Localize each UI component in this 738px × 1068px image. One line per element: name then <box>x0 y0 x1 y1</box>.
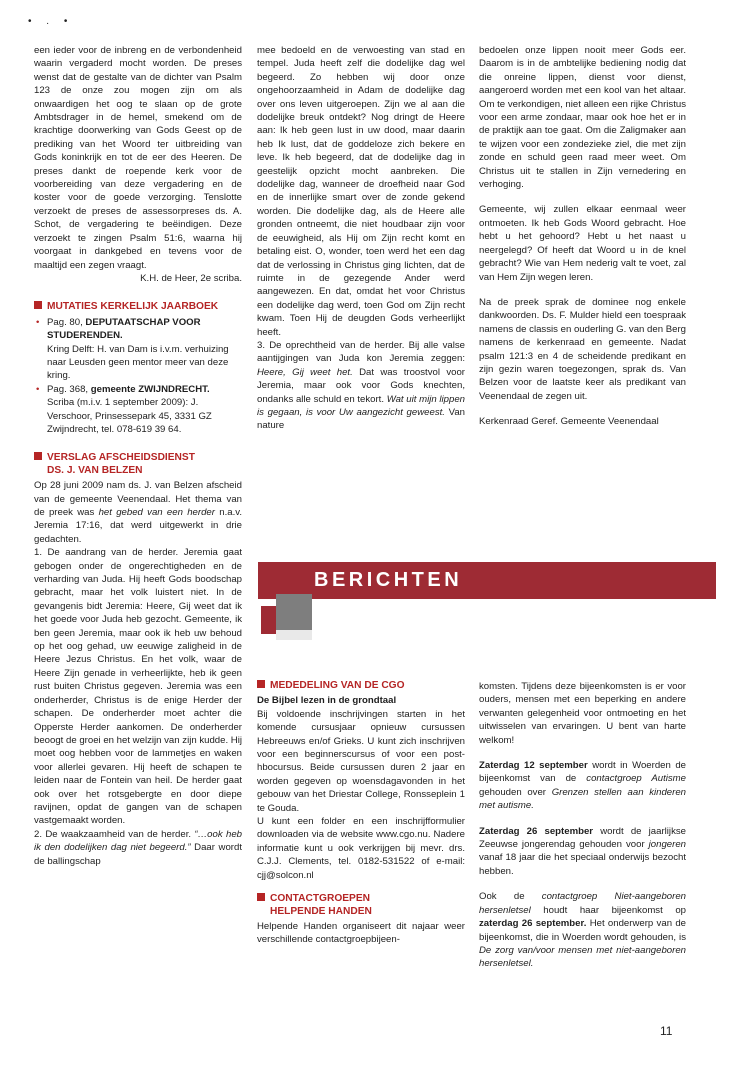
section-marker-icon <box>257 680 265 688</box>
berichten-column-left <box>257 680 465 947</box>
column-right <box>479 44 686 429</box>
mutaties-heading: MUTATIES KERKELIJK JAARBOEK <box>34 301 242 313</box>
column-middle <box>257 44 465 433</box>
council-signature: Kerkenraad Geref. Gemeente Veenendaal <box>479 416 659 428</box>
verslag-heading: VERSLAG AFSCHEIDSDIENST DS. J. VAN BELZEN <box>34 452 242 477</box>
mutaties-list <box>34 316 242 437</box>
section-marker-icon <box>257 893 265 901</box>
section-marker-icon <box>34 301 42 309</box>
meeting-jongeren: Zaterdag 26 september wordt de jaarlijkse Zeeuwse jongerendag gehouden voor jongeren vanaf 18 jaar die het speciaal onderwijs bezocht hebben. <box>479 825 686 877</box>
banner-red-square <box>261 606 276 634</box>
congregation-farewell: Gemeente, wij zullen elkaar eenmaal weer ontmoeten. Ik heb Gods Woord gebracht. Hoe hebt u het gehoord? Hebt u het naast u neergelegd? Of heeft dat Woord u in de knel gebracht? Wie van Hem nederig valt te voet, zal van Hem Zijn wegen leren. <box>479 204 686 283</box>
minutes-closing-paragraph: een ieder voor de inbreng en de verbondenheid waarin vergaderd mocht worden. De preses wenst dat de gestalte van de dichter van Psalm 123 de onze zou mogen zijn om als onwaardigen het oog te slaan op de grote Ambtsdrager in de hemel, smekend om de krachtige doorwerking van Gods Geest op de prediking van het Woord ter uitbreiding van Gods koninkrijk en tot de eer des Heeren. De preses dankt de roepende kerk voor de voorbereiding van deze vergadering en de koster voor de goede verzorging. Tenslotte verzoekt de preses de assessorpreses ds. A. Schot, de vergadering te beëindigen. Deze verzoekt te zingen Psalm 51:6, waarna hij voorgaat in dankgebed en tevens voor de maaltijd een zegen vraagt. <box>34 45 242 271</box>
cgo-paragraph-2: U kunt een folder en een inschrijfformulier downloaden via de website www.cgo.nu. Nadere informatie kunt u ook verkrijgen bij mevr. drs. C.J.J. Clements, tel. 0182-531522 of e-mail: cjj@solcon.nl <box>257 816 465 881</box>
sermon-ending: bedoelen onze lippen nooit meer Gods eer. Daarom is in de ambtelijke bediening nodig dat die onreine lippen, dienst voor dienst, aangeroerd worden met een kool van het altaar. Om te verkondigen, niet alleen een rijke Christus voor een arme zondaar, maar ook hoe het er in de praktijk aan toe gaat. Om die Zaligmaker aan te wijzen voor een zondezieke ziel, die met zijn zonde en schuld geen raad meer weet. Om Christus uit te stallen in Zijn vernedering en verhoging. <box>479 45 686 191</box>
section-marker-icon <box>34 452 42 460</box>
banner-grey-square <box>276 594 312 630</box>
page-number: 11 <box>660 1024 673 1038</box>
banner-pale-square <box>276 630 312 640</box>
contact-paragraph: Helpende Handen organiseert dit najaar weer verschillende contactgroepbijeen- <box>257 920 465 946</box>
cgo-heading: MEDEDELING VAN DE CGO <box>257 680 465 692</box>
meeting-hersenletsel: Ook de contactgroep Niet-aangeboren hersenletsel houdt haar bijeenkomst op zaterdag 26 september. Het onderwerp van de bijeenkomst, die in Woerden wordt gehouden, is De zorg van/voor mensen met niet-aangeboren hersenletsel. <box>479 891 686 970</box>
sermon-continuation: mee bedoeld en de verwoesting van stad en tempel. Juda heeft zelf die dodelijke dag wel begeerd. Zo hebben wij door onze ongehoorzaamheid in Adam de dodelijke dag over ons leven uitgeroepen. Zijn we al aan die dodelijke breuk ontdekt? Nog dringt de Heere aan: Ik heb geen lust in uw dood, maar daarin heb Ik lust, dat de goddeloze zich bekere en leve. Ik heb begeerd, dat de dodelijke dag in geestelijk opzicht mocht aanbreken. Die dodelijke dag, wanneer de droefheid naar God en de innerlijke smart over de zonde gekend worden. Die dodelijke dag, als de Heere alle gronden ontneemt, die niet houdbaar zijn voor de eeuwigheid, als Hij om Zijn recht komt en betaling eist. O, wonder, toen werd het een dag dat de verlossing in Christus ging lichten, dat de ruimte in de gezegende Ander werd aangewezen. En dat, omdat het voor Christus een dodelijke dag werd, toen God om Zijn recht kwam. Toen Hij de deugden Gods verheerlijkt heeft. <box>257 45 465 338</box>
column-left <box>34 44 242 868</box>
meetings-intro: komsten. Tijdens deze bijeenkomsten is er voor ouders, mensen met een beperking en andere verwanten gelegenheid voor ontmoeting en het uitwisselen van ervaringen. U bent van harte welkom! <box>479 681 686 746</box>
scribe-signature: K.H. de Heer, 2e scriba. <box>140 272 242 284</box>
verslag-intro: Op 28 juni 2009 nam ds. J. van Belzen afscheid van de gemeente Veenendaal. Het thema van de preek was het gebed van een herder n.a.v. Jeremia 17:16, dat werd uitgewerkt in drie gedachten. <box>34 480 243 545</box>
berichten-title: BERICHTEN <box>314 569 463 591</box>
meeting-autisme: Zaterdag 12 september wordt in Woerden de bijeenkomst van de contactgroep Autisme gehouden over Grenzen stellen aan kinderen met autisme. <box>479 760 687 812</box>
verslag-point-2: 2. De waakzaamheid van de herder. “…ook heb ik den dodelijken dag niet begeerd.” Daar wordt de ballingschap <box>34 828 243 867</box>
list-item: • Pag. 80, DEPUTAATSCHAP VOOR STUDERENDEN. Kring Delft: H. van Dam is i.v.m. verhuizing naar Leusden geen mentor meer van deze kring. <box>34 316 242 383</box>
cgo-paragraph-1: Bij voldoende inschrijvingen starten in het komende cursusjaar opnieuw cursussen Hebreeuws en/of Grieks. U kunt zich inschrijven voor een beginnerscursus of voor een post-hbocursus. Beide cursussen duren 2 jaar en worden gegeven op woensdagavonden in het gebouw van het Driestar College, Ronsseplein 1 te Gouda. <box>257 708 465 814</box>
thank-you-words: Na de preek sprak de dominee nog enkele dankwoorden. Ds. F. Mulder hield een toespraak namens de classis en ouderling G. van den Berg namens de kerkenraad en gemeente. Nadat psalm 121:3 en 4 de scheidende predikant en zijn gezin waren toegezongen, sprak ds. Van Belzen voor de laatste keer als predikant van Veenendaal de zegen uit. <box>479 296 686 402</box>
verslag-point-3: 3. De oprechtheid van de herder. Bij alle valse aantijgingen van Juda kon Jeremia zeggen: Heere, Gij weet het. Dat was troostvol voor Jeremia, maar ook voor Gods knechten, ondanks alle schuld en tekort. Wat uit mijn lippen is gegaan, is voor Uw aangezicht geweest. Van nature <box>257 339 465 432</box>
cgo-subheading: De Bijbel lezen in de grondtaal <box>257 695 397 707</box>
corner-marks: • . • <box>28 16 74 27</box>
verslag-point-1: 1. De aandrang van de herder. Jeremia gaat gebogen onder de ongerechtigheden en de verharding van Juda. Hij heeft Gods boodschap gebracht, maar het volk luistert niet. In de gevangenis bidt Jeremia: Heere, Gij weet dat ik het goede voor Juda heb gezocht. Gemeente, ik ben geen Jeremia, maar ook ik heb uw behoud op het oog gehad, uw eeuwige zaligheid in de Heere Jezus Christus. En het volk, waar de Heere Zijn genade in verheerlijkte, heb ik geen rust buiten Christus gegeven. Jeremia was een onderherder, Christus is de enige Herder der schapen. De onderherder moet achter die Opperste Herder aankomen. De onderherder beoogt de groei en het welzijn van zijn kudde. Hij moet oog hebben voor de lammetjes en waken voor allerlei gevaren. Hij heeft de schapen te leiden naar de Fontein van heil. De herder gaat ook over het rotsgebergte en door diepe ravijnen, opdat de gangen van de schapen vastgemaakt worden. <box>34 547 242 827</box>
list-item: • Pag. 368, gemeente ZWIJNDRECHT. Scriba (m.i.v. 1 september 2009): J. Verschoor, Prinsessepark 45, 3331 GZ Zwijndrecht, tel. 078-619 39 64. <box>34 383 242 437</box>
contact-heading: CONTACTGROEPEN HELPENDE HANDEN <box>257 893 465 918</box>
berichten-column-right <box>479 680 686 971</box>
